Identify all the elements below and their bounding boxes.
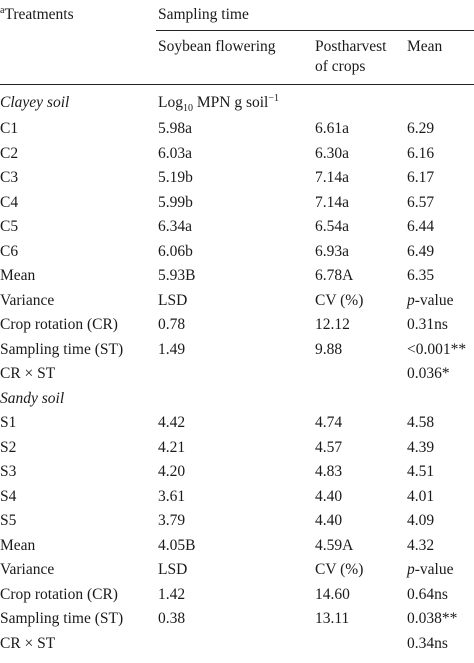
value-flowering: 4.42 (158, 414, 186, 431)
stat-label: Sampling time (ST) (0, 341, 124, 358)
header-bottom-rule (0, 84, 474, 85)
row-label: C5 (0, 218, 19, 235)
row-label: S2 (0, 439, 17, 456)
variance-label: Variance (0, 292, 55, 309)
stat-cv: 14.60 (315, 586, 350, 603)
value-flowering: 5.19b (158, 169, 193, 186)
value-flowering: 5.99b (158, 194, 193, 211)
row-label: S3 (0, 463, 17, 480)
value-mean: 4.09 (407, 512, 435, 529)
stat-lsd: 1.49 (158, 341, 186, 358)
col-postharvest-header-line2: of crops (315, 58, 366, 75)
value-mean: 6.49 (407, 243, 435, 260)
row-label: Mean (0, 537, 36, 554)
p-value-header: p-value (407, 292, 454, 309)
value-flowering: 4.21 (158, 439, 186, 456)
row-label: Mean (0, 267, 36, 284)
value-flowering: 5.98a (158, 120, 193, 137)
stat-cv: 13.11 (315, 610, 350, 627)
value-postharvest: 6.93a (315, 243, 350, 260)
units-label: Log$_{10}$ MPN g soil$^{-1}$ (158, 92, 279, 115)
value-mean: 6.29 (407, 120, 435, 137)
value-postharvest: 6.61a (315, 120, 350, 137)
stat-lsd: 0.38 (158, 610, 186, 627)
stat-cv: 9.88 (315, 341, 343, 358)
stat-p: 0.34ns (407, 635, 448, 652)
value-mean: 4.01 (407, 488, 435, 505)
variance-label: Variance (0, 561, 55, 578)
value-postharvest: 7.14a (315, 169, 350, 186)
col-postharvest-header-line1: Postharvest (315, 38, 387, 55)
value-postharvest: 4.59A (315, 537, 354, 554)
stat-cv: 12.12 (315, 316, 350, 333)
stat-label: CR × ST (0, 365, 56, 382)
cv-header: CV (%) (315, 292, 364, 309)
value-postharvest: 6.78A (315, 267, 354, 284)
stat-lsd: 0.78 (158, 316, 186, 333)
value-flowering: 5.93B (158, 267, 196, 284)
value-mean: 6.17 (407, 169, 435, 186)
stat-p: 0.31ns (407, 316, 448, 333)
row-label: C3 (0, 169, 19, 186)
value-mean: 6.16 (407, 145, 435, 162)
lsd-header: LSD (158, 292, 188, 309)
stat-label: CR × ST (0, 635, 56, 652)
value-flowering: 6.34a (158, 218, 193, 235)
clayey-soil-title: Clayey soil (0, 94, 70, 111)
stat-label: Sampling time (ST) (0, 610, 124, 627)
value-postharvest: 7.14a (315, 194, 350, 211)
value-flowering: 4.20 (158, 463, 186, 480)
stat-label: Crop rotation (CR) (0, 586, 118, 603)
row-label: S5 (0, 512, 17, 529)
value-postharvest: 6.54a (315, 218, 350, 235)
stat-p: 0.038** (407, 610, 458, 627)
value-postharvest: 6.30a (315, 145, 350, 162)
stat-label: Crop rotation (CR) (0, 316, 118, 333)
row-label: C6 (0, 243, 19, 260)
value-postharvest: 4.40 (315, 512, 343, 529)
value-mean: 4.39 (407, 439, 435, 456)
treatments-footnote-marker: a (0, 4, 5, 16)
value-mean: 4.58 (407, 414, 435, 431)
col-mean-header: Mean (407, 38, 443, 55)
col-flowering-header: Soybean flowering (158, 38, 276, 55)
stat-p: 0.036* (407, 365, 450, 382)
value-flowering: 4.05B (158, 537, 196, 554)
value-flowering: 3.61 (158, 488, 186, 505)
stat-lsd: 1.42 (158, 586, 186, 603)
value-mean: 6.57 (407, 194, 435, 211)
value-flowering: 6.03a (158, 145, 193, 162)
stat-p: 0.64ns (407, 586, 448, 603)
row-label: C2 (0, 145, 19, 162)
lsd-header: LSD (158, 561, 188, 578)
value-mean: 4.51 (407, 463, 435, 480)
value-postharvest: 4.57 (315, 439, 343, 456)
row-label: S4 (0, 488, 17, 505)
value-postharvest: 4.74 (315, 414, 343, 431)
value-flowering: 3.79 (158, 512, 186, 529)
sampling-time-header: Sampling time (158, 6, 249, 23)
row-label: C1 (0, 120, 19, 137)
value-postharvest: 4.40 (315, 488, 343, 505)
cv-header: CV (%) (315, 561, 364, 578)
stat-p: <0.001** (407, 341, 467, 358)
value-flowering: 6.06b (158, 243, 193, 260)
value-mean: 4.32 (407, 537, 435, 554)
row-label: C4 (0, 194, 19, 211)
sandy-soil-title: Sandy soil (0, 390, 65, 407)
value-mean: 6.44 (407, 218, 435, 235)
p-value-header: p-value (407, 561, 454, 578)
header-subrule (156, 30, 474, 31)
value-mean: 6.35 (407, 267, 435, 284)
value-postharvest: 4.83 (315, 463, 343, 480)
treatments-header (0, 6, 74, 24)
row-label: S1 (0, 414, 17, 431)
treatments-label: Treatments (4, 6, 74, 23)
